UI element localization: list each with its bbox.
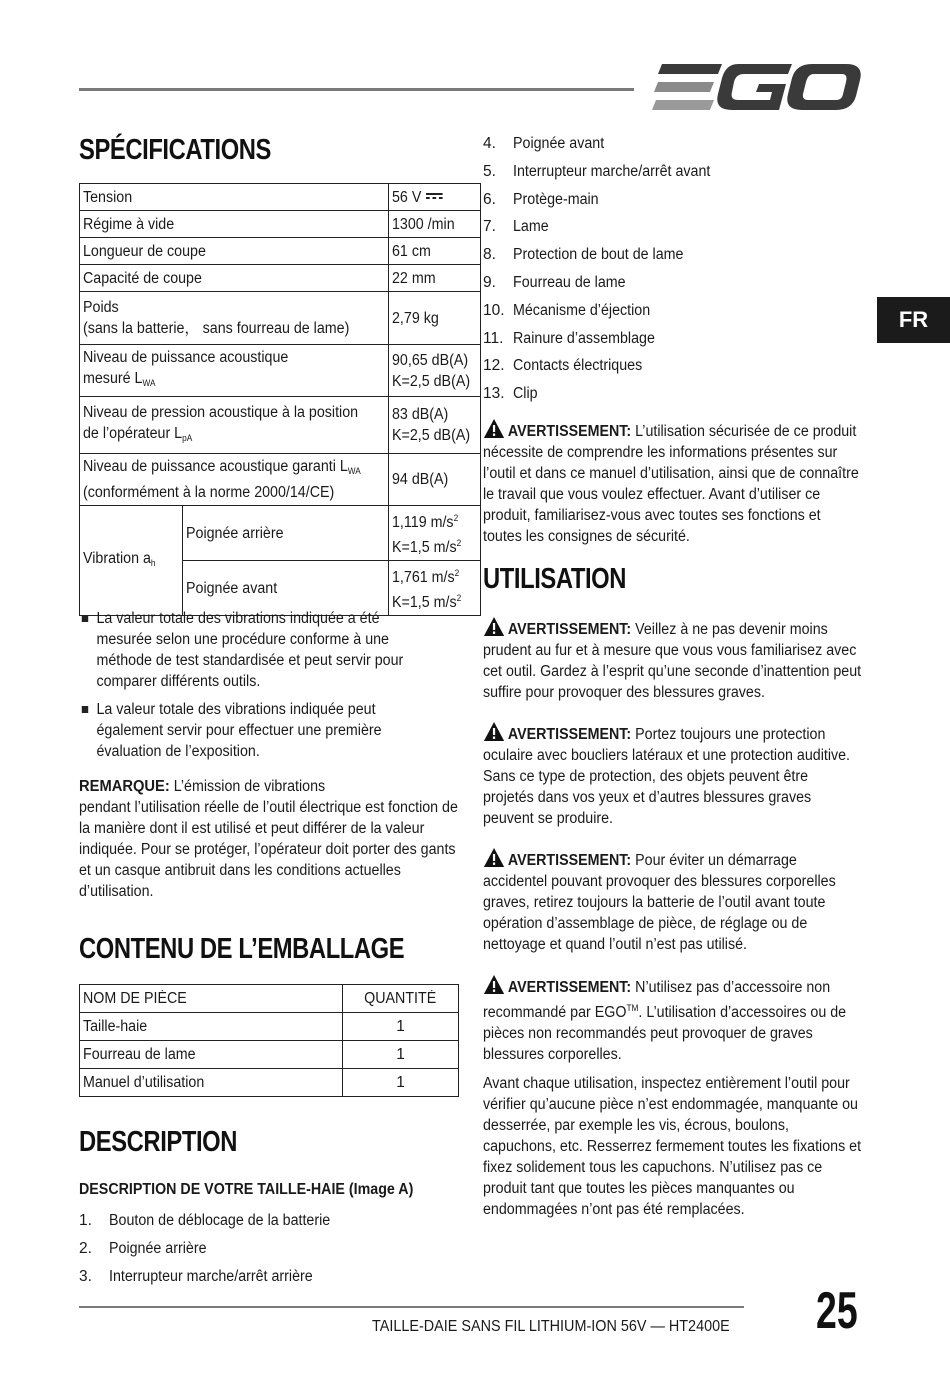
description-list-right xyxy=(483,133,728,411)
warning-label: AVERTISSEMENT: xyxy=(507,621,632,638)
item-number: 10. xyxy=(483,301,505,319)
table-row xyxy=(80,184,481,211)
bullet-square-icon xyxy=(82,706,88,713)
item-text: Fourreau de lame xyxy=(513,273,626,291)
warning-text: Veillez à ne pas devenir moins prudent au fur et à mesure que vous vous familiarisez avec cet outil. Gardez à l’esprit qu’une seconde d’inattention peut suffire pour provoquer des blessures graves. xyxy=(483,621,862,701)
spec-table xyxy=(79,183,481,616)
item-number: 6. xyxy=(483,190,496,208)
list-item xyxy=(483,216,728,244)
table-row xyxy=(80,238,481,265)
spec-label: Régime à vide xyxy=(83,215,175,233)
item-text: Poignée arrière xyxy=(109,1239,207,1257)
spec-value: K=1,5 m/s xyxy=(391,539,457,556)
package-table xyxy=(79,984,459,1097)
bullet-text: La valeur totale des vibrations indiquée a été mesurée selon une procédure conforme à une méthode de test standardisée et peut servir pour comparer différents outils. xyxy=(96,610,404,690)
utilisation-title: UTILISATION xyxy=(483,563,627,595)
package-title: CONTENU DE L’EMBALLAGE xyxy=(79,933,405,965)
spec-value: K=1,5 m/s xyxy=(391,594,457,611)
list-item xyxy=(79,1238,349,1266)
spec-value: 83 dB(A) xyxy=(391,406,449,423)
list-item xyxy=(483,355,728,383)
inspection-paragraph: Avant chaque utilisation, inspectez entièrement l’outil pour vérifier qu’aucune pièce n’est endommagée, manquante ou desserrée, par exemple les vis, écrous, boulons, capuchons, etc. Resserrez fermement toutes les fixations et fixez solidement tous les capuchons. N’utilisez pas ce produit tant que toutes les pièces manquantes ou endommagées n’ont pas été remplacées. xyxy=(483,1075,862,1218)
footer-title: TAILLE-DAIE SANS FIL LITHIUM-ION 56V — HT2400E xyxy=(372,1318,730,1335)
spec-label: (conformément à la norme 2000/14/CE) xyxy=(83,484,335,501)
item-number: 5. xyxy=(483,162,496,180)
spec-value: 61 cm xyxy=(391,242,431,260)
footer-rule xyxy=(79,1306,744,1308)
warning-label: AVERTISSEMENT: xyxy=(507,979,632,996)
item-number: 1. xyxy=(79,1212,92,1229)
subscript: pA xyxy=(182,432,193,443)
subscript: WA xyxy=(142,378,156,388)
part-qty: 1 xyxy=(396,1046,405,1063)
spec-label: Poignée arrière xyxy=(185,524,284,542)
warning-text: Pour éviter un démarrage accidentel pouvant provoquer des blessures corporelles graves, retirez toujours la batterie de l’outil avant toute opération d’assemblage de pièce, de réglage ou de nettoyage et quand l’outil n’est pas utilisé. xyxy=(483,852,836,953)
spec-label: Poignée avant xyxy=(185,579,278,597)
ego-logo xyxy=(652,62,862,114)
list-item xyxy=(79,699,438,762)
spec-label: Tension xyxy=(83,188,133,206)
header-rule xyxy=(79,88,634,91)
item-number: 3. xyxy=(79,1267,92,1285)
spec-value: 1300 /min xyxy=(391,215,455,233)
item-number: 12. xyxy=(483,357,505,375)
superscript: 2 xyxy=(454,568,460,578)
spec-label: de l’opérateur L xyxy=(83,424,183,442)
list-item xyxy=(483,300,728,328)
page-number: 25 xyxy=(816,1282,858,1340)
warning-text: . L’utilisation d’accessoires ou de pièces non recommandés peut provoquer de graves blessures corporelles. xyxy=(483,1004,847,1064)
list-item xyxy=(483,383,728,411)
warning-paragraph xyxy=(483,721,862,829)
spec-value: 1,761 m/s xyxy=(391,569,455,586)
table-row xyxy=(80,506,481,561)
spec-label: Longueur de coupe xyxy=(83,242,206,260)
spec-value: 94 dB(A) xyxy=(391,471,449,488)
table-row xyxy=(80,1041,459,1069)
item-text: Clip xyxy=(513,385,538,403)
warning-paragraph xyxy=(483,418,862,547)
warning-triangle-icon xyxy=(483,418,505,439)
description-subtitle: DESCRIPTION DE VOTRE TAILLE-HAIE (Image A) xyxy=(79,1181,414,1198)
table-row xyxy=(80,211,481,238)
description-list-left xyxy=(79,1210,349,1293)
item-number: 8. xyxy=(483,246,496,264)
warning-text: Portez toujours une protection oculaire avec boucliers latéraux et une protection auditive. Sans ce type de protection, des objets peuvent être projetés dans vos yeux et d’autres blessures graves peuvent se produire. xyxy=(483,726,851,827)
spec-label: (sans la batterie， sans fourreau de lame) xyxy=(83,320,350,337)
spec-value: 90,65 dB(A) xyxy=(391,351,469,369)
warning-label: AVERTISSEMENT: xyxy=(507,423,632,440)
spec-value: 56 V xyxy=(391,188,422,206)
list-item xyxy=(483,272,728,300)
part-qty: 1 xyxy=(396,1018,405,1035)
note-paragraph xyxy=(79,776,458,902)
item-number: 13. xyxy=(483,385,505,403)
warning-text: L’utilisation sécurisée de ce produit nécessite de comprendre les informations présentes sur l’outil et dans ce manuel d’utilisation, ainsi que de connaître le travail que vous voulez effectuer. Avant d’utiliser ce produit, familiarisez-vous avec toutes ses fonctions et toutes les consignes de sécurité. xyxy=(483,423,859,545)
item-number: 7. xyxy=(483,218,496,236)
list-item xyxy=(483,328,728,356)
bullet-square-icon xyxy=(82,615,88,622)
column-header: QUANTITÉ xyxy=(364,990,437,1007)
item-number: 9. xyxy=(483,273,496,291)
table-row xyxy=(80,1013,459,1041)
list-item xyxy=(79,1266,349,1294)
table-row xyxy=(80,454,481,506)
table-row xyxy=(80,292,481,345)
item-text: Mécanisme d’éjection xyxy=(513,301,651,319)
warning-paragraph xyxy=(483,974,862,1065)
spec-label: Niveau de pression acoustique à la position xyxy=(83,403,359,421)
item-text: Rainure d’assemblage xyxy=(513,329,655,347)
item-number: 11. xyxy=(483,329,504,347)
description-title: DESCRIPTION xyxy=(79,1126,238,1158)
spec-value: 2,79 kg xyxy=(391,309,439,327)
warning-text: N’utilisez pas d’accessoire non recommandé par EGO xyxy=(483,979,831,1022)
spec-label: Niveau de puissance acoustique xyxy=(83,349,289,366)
bullet-text: La valeur totale des vibrations indiquée peut également servir pour effectuer une première évaluation de l’exposition. xyxy=(96,701,382,760)
item-text: Interrupteur marche/arrêt arrière xyxy=(109,1267,313,1285)
note-text: pendant l’utilisation réelle de l’outil électrique est fonction de la manière dont il est utilisé et peut différer de la valeur indiquée. Pour se protéger, l’opérateur doit porter des gants et un casque antibruit dans les conditions actuelles d’utilisation. xyxy=(79,799,458,900)
vibration-bullets xyxy=(79,608,438,769)
list-item xyxy=(79,1210,349,1238)
item-text: Bouton de déblocage de la batterie xyxy=(109,1212,331,1229)
subscript: h xyxy=(150,557,156,568)
warning-triangle-icon xyxy=(483,616,505,637)
item-text: Protège-main xyxy=(513,190,599,208)
spec-value: K=2,5 dB(A) xyxy=(391,372,471,390)
warning-label: AVERTISSEMENT: xyxy=(507,852,632,869)
list-item xyxy=(483,189,728,217)
spec-value: 1,119 m/s xyxy=(391,514,454,531)
spec-title: SPÉCIFICATIONS xyxy=(79,134,272,166)
spec-label: Capacité de coupe xyxy=(83,269,202,287)
spec-label: Niveau de puissance acoustique garanti L xyxy=(83,458,348,475)
table-row xyxy=(80,1069,459,1097)
superscript: 2 xyxy=(453,513,459,523)
item-number: 2. xyxy=(79,1239,92,1257)
column-header: NOM DE PIÈCE xyxy=(83,990,187,1007)
subscript: WA xyxy=(347,466,361,476)
spec-value: 22 mm xyxy=(391,269,436,287)
note-text: L’émission de vibrations xyxy=(173,778,326,795)
part-qty: 1 xyxy=(396,1074,405,1091)
note-label: REMARQUE: xyxy=(79,778,170,795)
warning-triangle-icon xyxy=(483,721,505,742)
spec-label: Poids xyxy=(83,299,119,316)
item-text: Contacts électriques xyxy=(513,357,643,375)
spec-label: mesuré L xyxy=(83,370,143,387)
warning-triangle-icon xyxy=(483,974,505,995)
item-number: 4. xyxy=(483,135,496,152)
list-item xyxy=(483,133,728,161)
trademark: TM xyxy=(626,1003,639,1013)
language-tab[interactable]: FR xyxy=(877,297,950,343)
dc-symbol-icon xyxy=(425,192,443,200)
table-row xyxy=(80,265,481,292)
table-header-row xyxy=(80,985,459,1013)
list-item xyxy=(483,161,728,189)
warning-paragraph xyxy=(483,847,862,955)
superscript: 2 xyxy=(456,593,462,603)
spec-value: K=2,5 dB(A) xyxy=(391,427,471,444)
part-name: Taille-haie xyxy=(83,1018,148,1035)
list-item xyxy=(483,244,728,272)
item-text: Protection de bout de lame xyxy=(513,246,684,264)
item-text: Interrupteur marche/arrêt avant xyxy=(513,162,711,180)
list-item xyxy=(79,608,438,692)
table-row xyxy=(80,397,481,454)
spec-label: Vibration a xyxy=(83,549,151,567)
warning-triangle-icon xyxy=(483,847,505,868)
table-row xyxy=(80,345,481,397)
item-text: Poignée avant xyxy=(513,135,605,152)
warning-label: AVERTISSEMENT: xyxy=(507,726,632,743)
warning-paragraph xyxy=(483,616,862,703)
part-name: Manuel d’utilisation xyxy=(83,1074,205,1091)
part-name: Fourreau de lame xyxy=(83,1046,196,1063)
superscript: 2 xyxy=(456,538,462,548)
item-text: Lame xyxy=(513,218,549,236)
